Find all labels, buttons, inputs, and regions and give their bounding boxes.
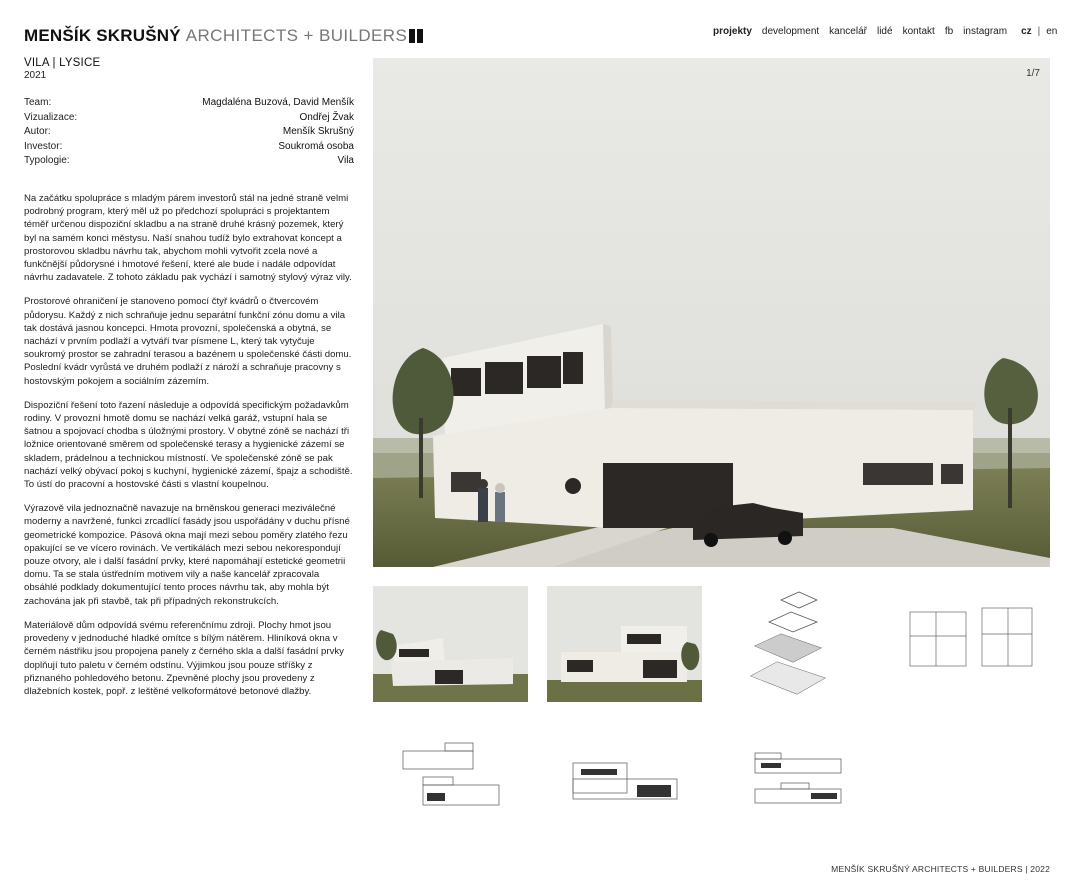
info-value: Ondřej Žvak	[299, 111, 354, 123]
lang-en[interactable]: en	[1046, 26, 1058, 37]
image-counter: 1/7	[1026, 68, 1040, 79]
info-key: Team:	[24, 97, 52, 108]
description-paragraph: Dispoziční řešení toto řazení následuje a odpovídá specifickým požadavkům rodiny. V provozní hmotě domu se nachází velká garáž, vstupní hala se šatnou a spojovací chodba s úložnými prostory. V obytné zóně se nachází tři ložnice orientované směrem od společenské terasy a hygienické zázemí se skladem, prádelnou a technickou místností. Ve společenské zóně se pak nachází velký obývací pokoj s kuchyní, hygienické zázemí, špajz a schodiště. To ústí do pracovní a hostovské části s vlastní koupelnou.	[24, 399, 353, 491]
floor-plan-thumbnail-illustration	[896, 586, 1051, 702]
thumbnail-render-2[interactable]	[547, 586, 702, 702]
villa-render-illustration	[373, 58, 1050, 567]
lang-cz[interactable]: cz	[1021, 26, 1032, 37]
thumbnail-axonometry[interactable]	[721, 586, 876, 702]
description-paragraph: Na začátku spolupráce s mladým párem investorů stál na jedné straně velmi podrobný program, který měl už po předchozí spolupráci s projektantem téměř určenou dispoziční skladbu a na straně druhé krásný pozemek, který byl na samém konci městysu. Naší snahou tudíž bylo extrahovat koncept a prostorovou skladbu návrhu tak, abychom mohli vytvořit zcela nové a funkčnější půdorysné i hmotové řešení, které ale bude i nadále odpovídat návrhu zadavatele. Z tohoto základu pak vychází i samotný stylový výraz vily.	[24, 193, 352, 284]
nav-kancelar[interactable]: kancelář	[829, 26, 867, 37]
footer-copyright: MENŠÍK SKRUŠNÝ ARCHITECTS + BUILDERS | 2022	[831, 864, 1050, 874]
nav-development[interactable]: development	[761, 26, 820, 37]
thumbnail-floor-plan[interactable]	[896, 586, 1051, 702]
logo[interactable]	[24, 26, 423, 46]
info-value: Soukromá osoba	[278, 140, 354, 152]
nav-fb[interactable]: fb	[944, 26, 954, 37]
info-value: Menšík Skrušný	[282, 126, 354, 138]
logo-mark-icon	[409, 29, 423, 43]
info-row-typology	[24, 154, 354, 169]
info-key: Autor:	[24, 126, 51, 138]
info-row-investor	[24, 140, 354, 155]
nav-projekty[interactable]: projekty	[713, 26, 752, 37]
hero-image[interactable]	[373, 58, 1050, 567]
description-paragraph: Materiálově dům odpovídá svému referenčnímu zdroji. Plochy hmot jsou provedeny v jednoduché hladké omítce s bílým nátěrem. Hliníková okna v černém nástřiku jsou propojena panely z černého skla a další fasádní prvky doplňují tuto paletu v černém odstínu. Výjimkou jsou pouze stříšky z přiznaného pohledového betonu. Zpevněné plochy jsou provedeny z dlažebních kostek, popř. z leštěné velkoformátové betonové dlažby.	[24, 619, 344, 697]
render-thumbnail-illustration	[547, 586, 702, 702]
description-paragraph: Prostorové ohraničení je stanoveno pomocí čtyř kvádrů o čtvercovém půdorysu. Každý z nich schraňuje jednu separátní funkční zónu domu a vila tak dostává jasnou koncepci. Hmota provozní, společenská a obytná, se nachází v prvním podlaží a vytváří tvar písmene L, který tak vytyčuje soukromý prostor se zahradní terasou a bazénem u společenské části domu. Poslední kvádr vyrůstá ve druhém podlaží z nároží a schraňuje pracovny s hostovským pokojem a sociálním zázemím.	[24, 296, 352, 387]
thumbnail-elevation[interactable]	[547, 723, 702, 839]
thumbnail-section-2[interactable]	[721, 723, 876, 839]
project-info	[24, 96, 354, 169]
nav-lide[interactable]: lidé	[876, 26, 893, 37]
info-value: Magdaléna Buzová, David Menšík	[202, 97, 354, 108]
project-year: 2021	[24, 70, 47, 81]
logo-name: MENŠÍK SKRUŠNÝ	[24, 26, 181, 45]
lang-separator: |	[1037, 26, 1041, 37]
info-key: Vizualizace:	[24, 111, 78, 123]
main-nav	[713, 26, 1057, 37]
render-thumbnail-illustration	[373, 586, 528, 702]
axonometry-thumbnail-illustration	[721, 586, 876, 702]
info-value: Vila	[337, 155, 354, 167]
info-row-author	[24, 125, 354, 140]
thumbnail-render-1[interactable]	[373, 586, 528, 702]
info-row-team	[24, 96, 354, 111]
info-key: Typologie:	[24, 155, 70, 167]
logo-tagline: ARCHITECTS + BUILDERS	[185, 26, 408, 45]
description-paragraph: Výrazově vila jednoznačně navazuje na brněnskou generaci meziválečné moderny a navržené, funkci zrcadlící fasády jsou uspořádány v duchu přísné geometrické kompozice. Pásová okna mají mezi sebou poměry zlatého řezu opakující se ve vícero rovinách. Ve vertikálách mezi sebou nekorespondují pouze otvory, ale i další fasádní prvky, které napomáhají estetické geometrii domu. Ta se stala ústředním motivem vily a naše kancelář zpracovala obsáhlé podklady dokumentující tento proces návrhu tak, aby mohla být zachována jak při stavbě, tak při případných rekonstrukcích.	[24, 503, 350, 607]
info-row-visualization	[24, 111, 354, 126]
project-description	[24, 192, 354, 709]
info-key: Investor:	[24, 140, 63, 152]
section-thumbnail-illustration	[373, 723, 528, 839]
project-title: VILA | LYSICE	[24, 57, 101, 69]
section-thumbnail-illustration	[721, 723, 876, 839]
nav-kontakt[interactable]: kontakt	[902, 26, 935, 37]
elevation-thumbnail-illustration	[547, 723, 702, 839]
thumbnail-section-1[interactable]	[373, 723, 528, 839]
nav-instagram[interactable]: instagram	[963, 26, 1008, 37]
